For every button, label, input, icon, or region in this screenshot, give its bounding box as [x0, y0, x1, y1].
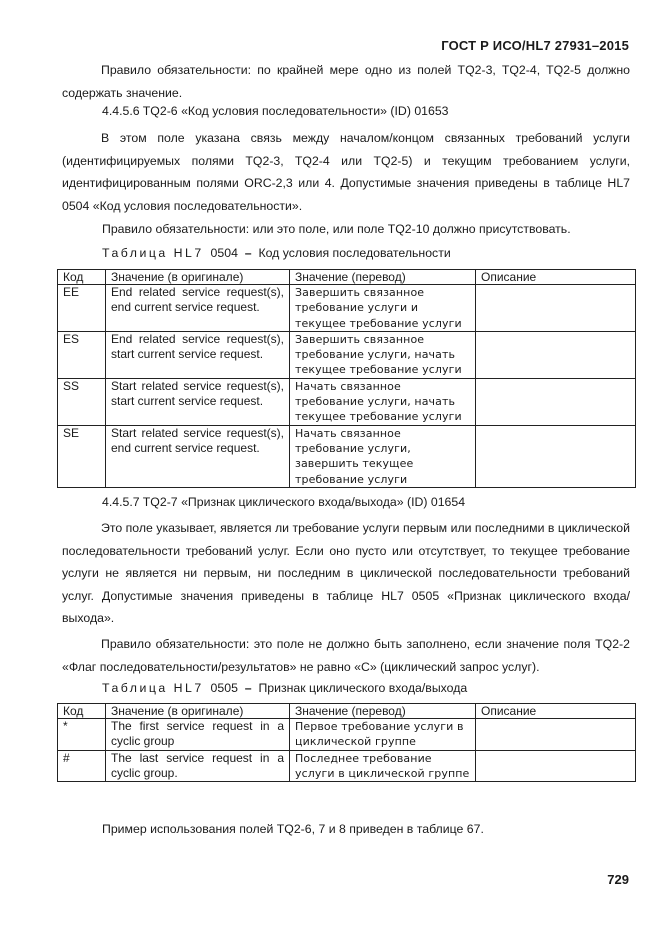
table-hl7-0505 — [57, 703, 636, 782]
cell-description — [476, 331, 636, 378]
cell-translation: Завершить связанное требование услуги, начать текущее требование услуги — [290, 331, 476, 378]
paragraph-cyclic-indicator: Это поле указывает, является ли требование услуги первым или последними в циклической последовательности требований услуг. Если оно пусто или отсутствует, то текущее требование услуги не является ни первым, ни последним в циклической последовательности требований услуг. Допустимые значения приведены в таблице HL7 0505 «Признак циклического входа/выхода». — [62, 521, 630, 625]
cell-translation: Последнее требование услуги в циклической группе — [290, 750, 476, 782]
cell-original: End related service request(s), end current service request. — [106, 285, 290, 332]
caption-dash: – — [244, 246, 252, 260]
caption-prefix: Таблица HL7 — [102, 246, 204, 260]
cell-translation: Завершить связанное требование услуги и текущее требование услуги — [290, 285, 476, 332]
paragraph-usage-example: Пример использования полей TQ2-6, 7 и 8 приведен в таблице 67. — [102, 822, 484, 836]
table-row — [58, 285, 636, 332]
table-header-row — [58, 270, 636, 285]
header-code: Код — [58, 270, 106, 285]
header-description: Описание — [476, 704, 636, 719]
header-description: Описание — [476, 270, 636, 285]
table-caption-0504 — [102, 246, 451, 260]
cell-description — [476, 750, 636, 782]
cell-code: SS — [58, 378, 106, 425]
table-row — [58, 719, 636, 751]
table-row — [58, 331, 636, 378]
cell-description — [476, 285, 636, 332]
cell-translation: Начать связанное требование услуги, завершить текущее требование услуги — [290, 425, 476, 487]
cell-description — [476, 425, 636, 487]
section-heading-4-4-5-6: 4.4.5.6 TQ2-6 «Код условия последовательности» (ID) 01653 — [102, 104, 449, 118]
cell-original: Start related service request(s), start current service request. — [106, 378, 290, 425]
cell-description — [476, 719, 636, 751]
cell-code: ES — [58, 331, 106, 378]
cell-original: The first service request in a cyclic group — [106, 719, 290, 751]
table-header-row — [58, 704, 636, 719]
header-translation: Значение (перевод) — [290, 270, 476, 285]
cell-original: Start related service request(s), end current service request. — [106, 425, 290, 487]
paragraph-obligation-rule-1: Правило обязательности: по крайней мере одно из полей TQ2-3, TQ2-4, TQ2-5 должно содержать значение. — [62, 63, 630, 100]
caption-prefix: Таблица HL7 — [102, 681, 204, 695]
document-header: ГОСТ Р ИСО/HL7 27931–2015 — [441, 38, 629, 53]
caption-number: 0505 — [210, 681, 238, 695]
table-caption-0505 — [102, 681, 467, 695]
cell-code: * — [58, 719, 106, 751]
cell-code: SE — [58, 425, 106, 487]
page-number: 729 — [607, 872, 629, 887]
header-code: Код — [58, 704, 106, 719]
header-translation: Значение (перевод) — [290, 704, 476, 719]
cell-translation: Первое требование услуги в циклической группе — [290, 719, 476, 751]
paragraph-obligation-rule-3: Правило обязательности: это поле не должно быть заполнено, если значение поля TQ2-2 «Флаг последовательности/результатов» не равно «C» (циклический запрос услуг). — [62, 637, 630, 674]
table-row — [58, 425, 636, 487]
caption-dash: – — [244, 681, 252, 695]
paragraph-obligation-rule-2: Правило обязательности: или это поле, или поле TQ2-10 должно присутствовать. — [102, 222, 571, 236]
cell-translation: Начать связанное требование услуги, начать текущее требование услуги — [290, 378, 476, 425]
table-row — [58, 378, 636, 425]
header-original: Значение (в оригинале) — [106, 270, 290, 285]
paragraph-sequence-condition: В этом поле указана связь между началом/концом связанных требований услуги (идентифицируемых полями TQ2-3, TQ2-4 или TQ2-5) и текущим требованием услуги, идентифицированным полями ORC-2,3 или 4. Допустимые значения приведены в таблице HL7 0504 «Код условия последовательности». — [62, 131, 630, 213]
cell-code: # — [58, 750, 106, 782]
caption-number: 0504 — [210, 246, 238, 260]
caption-title: Код условия последовательности — [258, 246, 451, 260]
caption-title: Признак циклического входа/выхода — [258, 681, 468, 695]
cell-description — [476, 378, 636, 425]
cell-code: EE — [58, 285, 106, 332]
table-hl7-0504 — [57, 269, 636, 488]
header-original: Значение (в оригинале) — [106, 704, 290, 719]
table-row — [58, 750, 636, 782]
cell-original: The last service request in a cyclic group. — [106, 750, 290, 782]
cell-original: End related service request(s), start current service request. — [106, 331, 290, 378]
section-heading-4-4-5-7: 4.4.5.7 TQ2-7 «Признак циклического входа/выхода» (ID) 01654 — [102, 495, 466, 509]
